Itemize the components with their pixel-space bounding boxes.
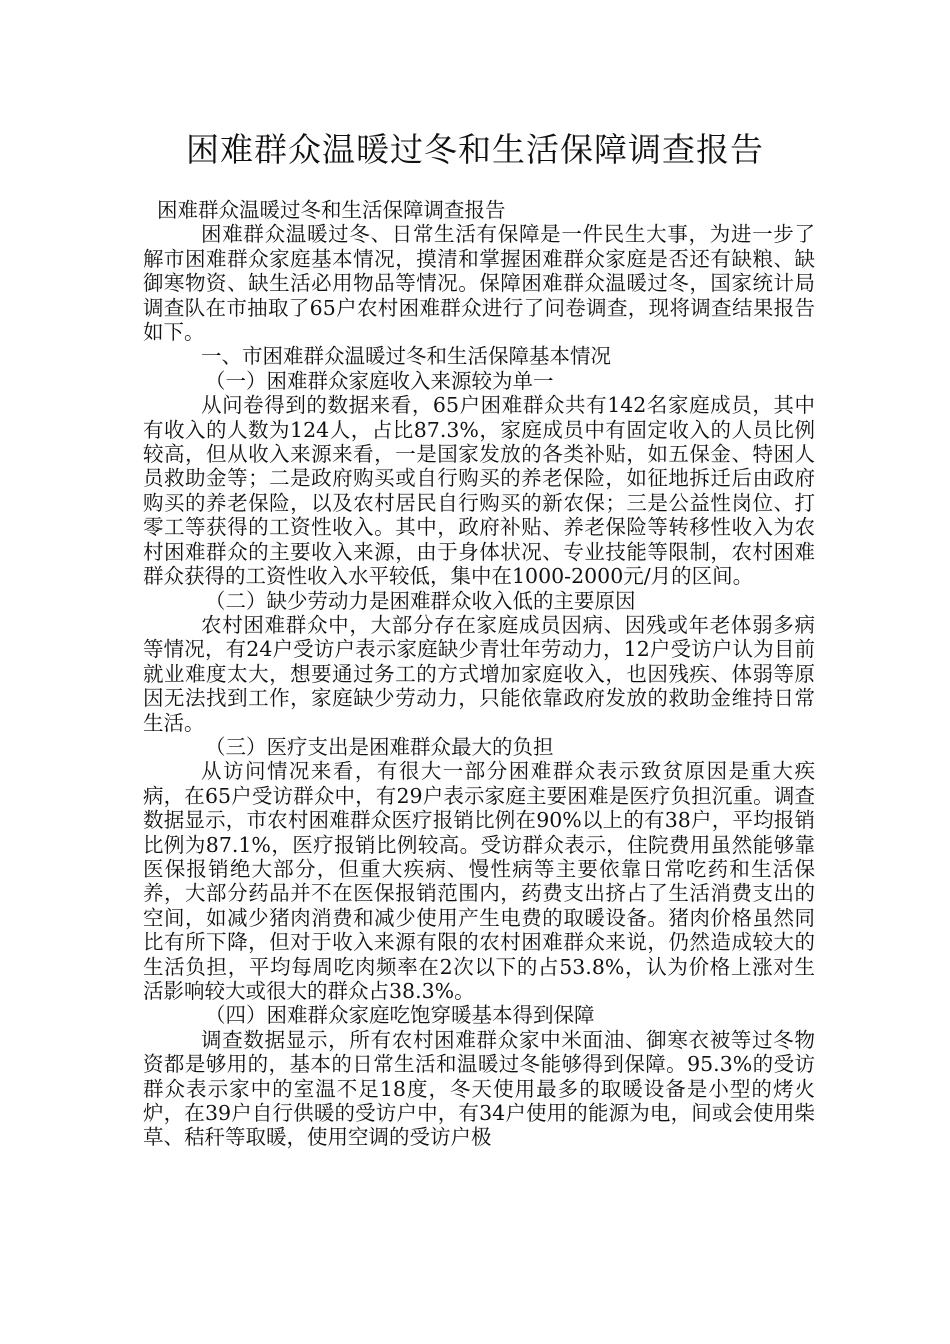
section-1-heading: 一、市困难群众温暖过冬和生活保障基本情况 <box>201 344 611 369</box>
subsection-3-paragraph: 从访问情况来看，有很大一部分困难群众表示致贫原因是重大疾病，在65户受访群众中，有29户表示家庭主要困难是医疗负担沉重。调查数据显示，市农村困难群众医疗报销比例在90%以上的有38户，平均报销比例为87.1%，医疗报销比例较高。受访群众表示，住院费用虽然能够靠医保报销绝大部分，但重大疾病、慢性病等主要依靠日常吃药和生活保养，大部分药品并不在医保报销范围内，药费支出挤占了生活消费支出的空间，如减少猪肉消费和减少使用产生电费的取暖设备。猪肉价格虽然同比有所下降，但对于收入来源有限的农村困难群众来说，仍然造成较大的生活负担，平均每周吃肉频率在2次以下的占53.8%，认为价格上涨对生活影响较大或很大的群众占38.3%。 <box>143 759 815 1003</box>
subsection-3-heading: （三）医疗支出是困难群众最大的负担 <box>205 734 554 759</box>
subsection-2-paragraph: 农村困难群众中，大部分存在家庭成员因病、因残或年老体弱多病等情况，有24户受访户表示家庭缺少青壮年劳动力，12户受访户认为目前就业难度太大，想要通过务工的方式增加家庭收入，也因残疾、体弱等原因无法找到工作，家庭缺少劳动力，只能依靠政府发放的救助金维持日常生活。 <box>143 612 815 735</box>
subsection-1-heading: （一）困难群众家庭收入来源较为单一 <box>205 368 554 393</box>
intro-paragraph: 困难群众温暖过冬、日常生活有保障是一件民生大事，为进一步了解市困难群众家庭基本情况，摸清和掌握困难群众家庭是否还有缺粮、缺御寒物资、缺生活必用物品等情况。保障困难群众温暖过冬，国家统计局调查队在市抽取了65户农村困难群众进行了问卷调查，现将调查结果报告如下。 <box>143 222 815 345</box>
lead-line: 困难群众温暖过冬和生活保障调查报告 <box>157 198 506 222</box>
subsection-4-paragraph: 调查数据显示，所有农村困难群众家中米面油、御寒衣被等过冬物资都是够用的，基本的日常生活和温暖过冬能够得到保障。95.3%的受访群众表示家中的室温不足18度，冬天使用最多的取暖设备是小型的烤火炉，在39户自行供暖的受访户中，有34户使用的能源为电，间或会使用柴草、秸秆等取暖，使用空调的受访户极 <box>143 1027 815 1150</box>
document-body <box>143 198 815 1150</box>
subsection-4-heading: （四）困难群众家庭吃饱穿暖基本得到保障 <box>205 1003 595 1028</box>
document-title: 困难群众温暖过冬和生活保障调查报告 <box>186 130 764 169</box>
subsection-2-heading: （二）缺少劳动力是困难群众收入低的主要原因 <box>205 588 636 613</box>
subsection-1-paragraph: 从问卷得到的数据来看，65户困难群众共有142名家庭成员，其中有收入的人数为124人，占比87.3%，家庭成员中有固定收入的人员比例较高，但从收入来源来看，一是国家发放的各类补贴，如五保金、特困人员救助金等；二是政府购买或自行购买的养老保险，如征地拆迁后由政府购买的养老保险，以及农村居民自行购买的新农保；三是公益性岗位、打零工等获得的工资性收入。其中，政府补贴、养老保险等转移性收入为农村困难群众的主要收入来源，由于身体状况、专业技能等限制，农村困难群众获得的工资性收入水平较低，集中在1000-2000元/月的区间。 <box>143 393 815 589</box>
